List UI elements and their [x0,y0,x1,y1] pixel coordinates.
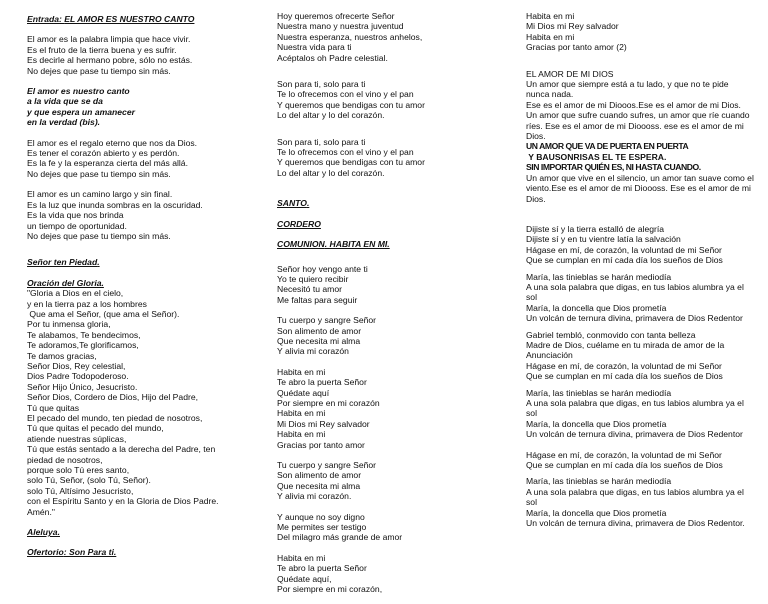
column-2 [277,11,505,604]
ofertorio-chorus-2: Son para ti, solo para ti Te lo ofrecemos con el vino y el pan Y queremos que bendigas con tu amor Lo del altar y lo del corazón. [277,136,425,178]
ofertorio-verse-1: Hoy queremos ofrecerte Señor Nuestra mano y nuestra juventud Nuestra esperanza, nuestros anhelos, Nuestra vida para ti Acéptalos oh Padre celestial. [277,11,423,63]
gloria-heading: Oración del Gloria. [27,277,104,288]
entrada-verse-1: El amor es la palabra limpia que hace vivir. Es el fruto de la tierra buena y es sufrir. Es decirle al hermano pobre, sólo no estás. No dejes que pase tu tiempo sin más. [27,34,193,76]
hagase-verse: Hágase en mí, de corazón, la voluntad de mi Señor Que se cumplan en mí cada día los sueños de Dios [526,449,723,471]
maria-chorus-3: María, las tinieblas se harán mediodía A una sola palabra que digas, en tus labios alumbra ya el sol María, la doncella que Dios prometía Un volcán de ternura divina, primavera de Dios Redentor. [526,476,745,529]
dijiste-verse: Dijiste sí y la tierra estalló de alegría Dijiste sí y en tu vientre latía la salvación Hágase en mí, de corazón, la voluntad de mi Señor Que se cumplan en mí cada día los sueños de Dios [526,223,723,266]
comunion-verse-1: Señor hoy vengo ante ti Yo te quiero recibir Necesitó tu amor Me faltas para seguir [277,263,368,305]
ofertorio-heading: Ofertorio: Son Para ti. [27,547,117,558]
comunion-verse-3: Tu cuerpo y sangre Señor Son alimento de amor Que necesita mi alma Y alivia mi corazón. [277,460,377,502]
entrada-chorus: El amor es nuestro canto a la vida que se da y que espera un amanecer en la verdad (bis). [27,86,135,128]
entrada-verse-2: El amor es el regalo eterno que nos da Dios. Es tener el corazón abierto y es perdón. Es la fe y la esperanza cierta del más allá. No dejes que pase tu tiempo sin más. [27,137,198,179]
cordero-heading: CORDERO [277,218,321,229]
maria-chorus-2: María, las tinieblas se harán mediodía A una sola palabra que digas, en tus labios alumbra ya el sol María, la doncella que Dios prometía Un volcán de ternura divina, primavera de Dios Redentor [526,387,744,440]
gabriel-verse: Gabriel tembló, conmovido con tanta belleza Madre de Dios, cuélame en tu mirada de amor de la Anunciación Hágase en mí, de corazón, la voluntad de mi Señor Que se cumplan en mí cada día los sueños de Dios [526,329,725,382]
entrada-verse-3: El amor es un camino largo y sin final. Es la luz que inunda sombras en la oscuridad. Es la vida que nos brinda un tiempo de oportunidad. No dejes que pase tu tiempo sin más. [27,189,203,241]
amor-de-mi-dios-song: EL AMOR DE MI DIOS Un amor que siempre está a tu lado, y que no te pide nunca nada. Ese es el amor de mi Diooos.Ese es el amor de mi Dios. Un amor que sufre cuando sufres, un amor que ríe cuando ríes. Ese es el amor de mi Dioooss. ese es el amor de mi Dios. UN AMOR QUE VA DE PUERTA EN PUERTA Y BAUSONRISAS EL TE ESPERA. SIN IMPORTAR QUIÉN ES, NI HASTA CUANDO. Un amor que vive en el silencio, un amor tan suave como el viento.Ese es el amor de mi Dioooss. Ese es el amor de mi Dios. [526,68,754,204]
gloria-text: "Gloria a Dios en el cielo, y en la tierra paz a los hombres Que ama el Señor, (que ama el Señor). Por tu inmensa gloria, Te alabamos, Te bendecimos, Te adoramos,Te glorificamos, Te damos gracias, Señor Dios, Rey celestial, Dios Padre Todopoderoso. Señor Hijo Único, Jesucristo. Señor Dios, Cordero de Dios, Hijo del Padre, Tú que quitas El pecado del mundo, ten piedad de nosotros, Tú que quitas el pecado del mundo, atiende nuestras súplicas, Tú que estás sentado a la derecha del Padre, ten piedad de nosotros, porque solo Tú eres santo, solo Tú, Señor, (solo Tú, Señor). solo Tú, Altísimo Jesucristo, con el Espíritu Santo y en la Gloria de Dios Padre. Amén." [27,288,219,517]
comunion-verse-4: Y aunque no soy digno Me permites ser testigo Del milagro más grande de amor [277,511,403,543]
comunion-chorus-1: Habita en mi Te abro la puerta Señor Quédate aquí Por siempre en mi corazón Habita en mi Mi Dios mi Rey salvador Habita en mi Gracias por tanto amor [277,366,380,450]
entrada-heading: Entrada: EL AMOR ES NUESTRO CANTO [27,14,195,24]
santo-heading: SANTO. [277,198,310,209]
amor-title: EL AMOR DE MI DIOS [526,68,614,79]
column-1 [27,14,249,568]
maria-chorus-1: María, las tinieblas se harán mediodía A una sola palabra que digas, en tus labios alumbra ya el sol María, la doncella que Dios prometía Un volcán de ternura divina, primavera de Dios Redentor [526,271,744,324]
comunion-chorus-end: Habita en mi Mi Dios mi Rey salvador Habita en mi Gracias por tanto amor (2) [526,11,627,53]
aleluya-heading: Aleluya. [27,527,60,538]
ofertorio-chorus-1: Son para ti, solo para ti Te lo ofrecemos con el vino y el pan Y queremos que bendigas con tu amor Lo del altar y lo del corazón. [277,79,425,121]
comunion-heading: COMUNION. HABITA EN MI. [277,239,390,250]
comunion-verse-2: Tu cuerpo y sangre Señor Son alimento de amor Que necesita mi alma Y alivia mi corazón [277,315,377,357]
column-3 [526,11,754,538]
piedad-heading: Señor ten Piedad. [27,257,100,268]
comunion-chorus-2: Habita en mi Te abro la puerta Señor Quédate aquí, Por siempre en mi corazón, [277,552,383,595]
